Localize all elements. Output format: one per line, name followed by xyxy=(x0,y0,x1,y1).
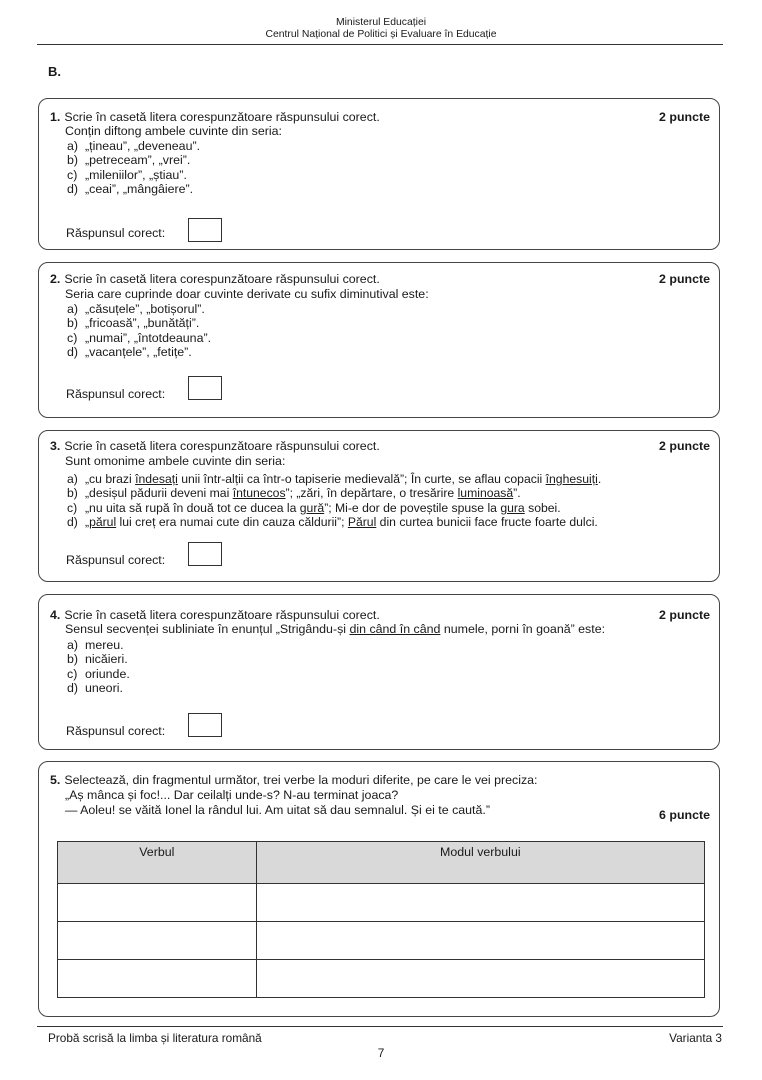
table-row xyxy=(58,884,705,922)
options-list xyxy=(67,139,200,197)
question-number: 4. xyxy=(50,608,61,622)
quote-line-1: „Aș mânca și foc!... Dar ceilalți unde-s? N-au terminat joaca? xyxy=(65,788,399,802)
question-points: 2 puncte xyxy=(659,608,710,622)
option-b: b) nicăieri. xyxy=(67,652,128,667)
question-stem: Seria care cuprinde doar cuvinte derivate cu sufix diminutival este: xyxy=(65,287,429,301)
question-stem: Sunt omonime ambele cuvinte din seria: xyxy=(65,454,286,468)
question-2 xyxy=(38,262,720,418)
question-instruction: Scrie în casetă litera corespunzătoare răspunsului corect. xyxy=(64,608,380,622)
option-d: d) uneori. xyxy=(67,681,123,696)
answer-label: Răspunsul corect: xyxy=(66,724,166,738)
question-instruction: Scrie în casetă litera corespunzătoare răspunsului corect. xyxy=(64,110,380,124)
header-divider xyxy=(37,44,723,45)
option-b: b) „desișul pădurii deveni mai întunecos”; „zări, în depărtare, o tresărire luminoasă”. xyxy=(67,486,521,501)
footer-exam-name: Probă scrisă la limba și literatura română xyxy=(48,1031,262,1045)
verbs-table xyxy=(57,841,705,998)
question-instruction: Selectează, din fragmentul următor, trei verbe la moduri diferite, pe care le vei preciza: xyxy=(64,773,538,787)
option-a: a) „căsuțele”, „botișorul”. xyxy=(67,302,205,316)
options-list xyxy=(67,302,211,360)
option-c: c) „numai”, „întotdeauna”. xyxy=(67,330,212,345)
question-points: 2 puncte xyxy=(659,110,710,124)
verb-cell[interactable] xyxy=(58,922,257,960)
option-d: d) „vacanțele”, „fetițe”. xyxy=(67,345,192,360)
question-points: 2 puncte xyxy=(659,272,710,286)
section-label: B. xyxy=(48,64,61,79)
answer-label: Răspunsul corect: xyxy=(66,387,166,401)
options-list xyxy=(67,638,130,696)
option-a: a) „țineau”, „deveneau”. xyxy=(67,139,201,153)
option-c: c) oriunde. xyxy=(67,666,130,681)
table-row xyxy=(58,960,705,998)
question-1 xyxy=(38,98,720,250)
question-stem: Conțin diftong ambele cuvinte din seria: xyxy=(65,124,282,138)
question-points: 6 puncte xyxy=(659,808,710,822)
question-instruction: Scrie în casetă litera corespunzătoare răspunsului corect. xyxy=(64,272,380,286)
mood-cell[interactable] xyxy=(256,922,704,960)
option-a: a) mereu. xyxy=(67,638,124,652)
mood-cell[interactable] xyxy=(256,960,704,998)
question-3 xyxy=(38,430,720,582)
mood-cell[interactable] xyxy=(256,884,704,922)
answer-box[interactable] xyxy=(188,542,222,566)
footer-variant: Varianta 3 xyxy=(669,1031,722,1045)
table-row xyxy=(58,922,705,960)
option-c: c) „mileniilor”, „știau”. xyxy=(67,167,187,182)
question-points: 2 puncte xyxy=(659,439,710,453)
question-number: 3. xyxy=(50,439,61,453)
answer-label: Răspunsul corect: xyxy=(66,226,166,240)
option-b: b) „petreceam”, „vrei”. xyxy=(67,153,191,168)
answer-label: Răspunsul corect: xyxy=(66,553,166,567)
quote-line-2: — Aoleu! se văită Ionel la rândul lui. Am uitat să dau semnalul. Și ei te caută.” xyxy=(65,803,490,817)
option-d: d) „ceai”, „mângâiere”. xyxy=(67,182,194,197)
question-instruction: Scrie în casetă litera corespunzătoare răspunsului corect. xyxy=(64,439,380,453)
question-stem: Sensul secvenței subliniate în enunțul „Strigându-și din când în când numele, porni în goană” este: xyxy=(65,622,606,636)
footer-divider xyxy=(37,1026,723,1027)
question-5 xyxy=(38,761,720,1017)
options-list xyxy=(67,472,601,530)
verb-cell[interactable] xyxy=(58,884,257,922)
center-name: Centrul Național de Politici și Evaluare în Educație xyxy=(265,29,497,40)
option-c: c) „nu uita să rupă în două tot ce ducea la gură”; Mi-e dor de poveștile spuse la gura sobei. xyxy=(67,500,561,515)
question-number: 5. xyxy=(50,773,61,787)
ministry-name: Ministerul Educației xyxy=(335,17,427,28)
answer-box[interactable] xyxy=(188,376,222,400)
option-a: a) „cu brazi îndesați unii într-alții ca într-o tapiserie medievală”; În curte, se aflau copacii înghesuiți. xyxy=(67,472,602,486)
question-number: 1. xyxy=(50,110,61,124)
question-4 xyxy=(38,594,720,750)
page-header xyxy=(0,17,762,41)
answer-box[interactable] xyxy=(188,218,222,242)
page-number: 7 xyxy=(377,1046,385,1060)
table-header-mood: Modul verbului xyxy=(256,842,704,884)
answer-box[interactable] xyxy=(188,713,222,737)
option-d: d) „părul lui creț era numai cute din cauza căldurii”; Părul din curtea bunicii face fructe foarte dulci. xyxy=(67,515,598,530)
question-number: 2. xyxy=(50,272,61,286)
verb-cell[interactable] xyxy=(58,960,257,998)
option-b: b) „fricoasă”, „bunătăți”. xyxy=(67,316,200,331)
table-header-verb: Verbul xyxy=(58,842,257,884)
